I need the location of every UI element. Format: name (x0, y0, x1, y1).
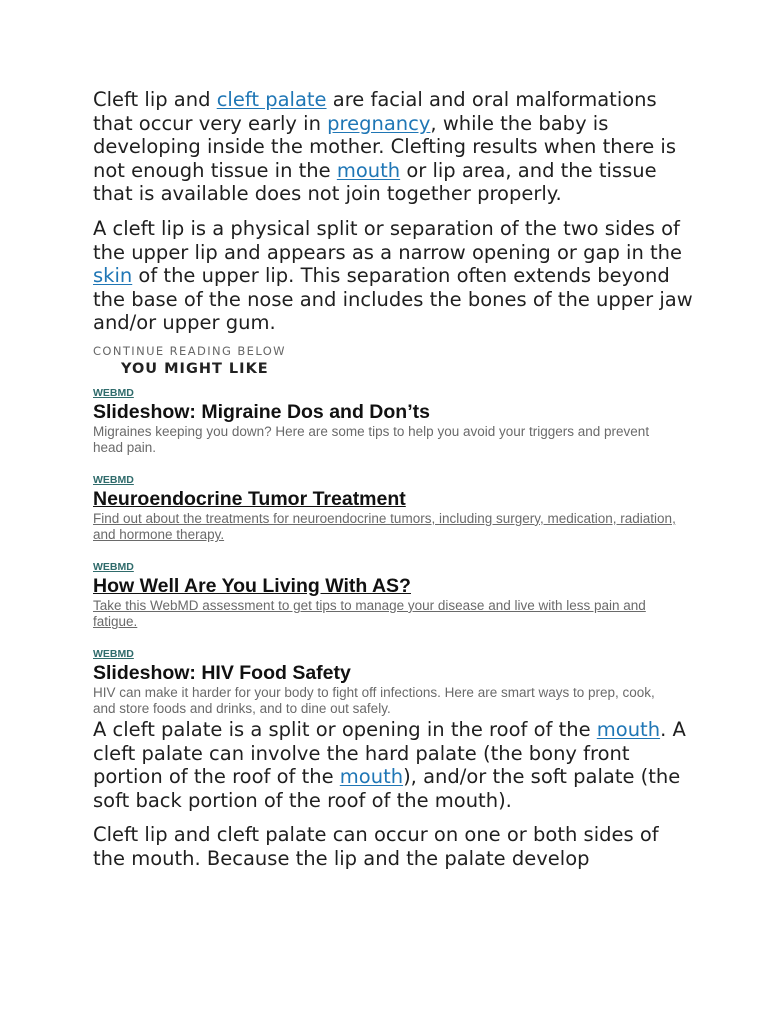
promo-source: WEBMD (93, 386, 134, 399)
promo-description: Migraines keeping you down? Here are some tips to help you avoid your triggers and prevent head pain. (93, 423, 650, 456)
promo-item[interactable] (93, 561, 693, 631)
article-body (93, 88, 693, 871)
mouth-link[interactable]: mouth (336, 158, 401, 182)
promo-title[interactable]: Neuroendocrine Tumor Treatment (93, 487, 406, 510)
promo-description[interactable]: Find out about the treatments for neuroendocrine tumors, including surgery, medication, radiation, and hormone therapy. (93, 510, 676, 543)
you-might-like-heading: YOU MIGHT LIKE (121, 360, 269, 377)
paragraph-cleft-lip (93, 217, 693, 335)
text-run: Cleft lip and (93, 88, 217, 111)
promo-title[interactable]: How Well Are You Living With AS? (93, 574, 411, 597)
cleft-palate-link[interactable]: cleft palate (216, 88, 327, 111)
mouth-link[interactable]: mouth (339, 765, 404, 789)
promo-item[interactable] (93, 474, 693, 544)
text-run: . A cleft palate can involve the hard palate (the bony front portion of the roof of the (93, 717, 686, 789)
text-run: are facial and oral malformations that occur very early in (93, 88, 657, 135)
paragraph-cleft-intro (93, 88, 693, 206)
paragraph-cleft-sides (93, 823, 693, 870)
text-run: Cleft lip and cleft palate can occur on one or both sides of the mouth. Because the lip and the palate develop (93, 823, 659, 870)
text-run: ), and/or the soft palate (the soft back portion of the roof of the mouth). (93, 765, 681, 812)
mouth-link[interactable]: mouth (596, 717, 661, 741)
pregnancy-link[interactable]: pregnancy (327, 111, 431, 135)
skin-link[interactable]: skin (93, 264, 133, 288)
promo-source: WEBMD (93, 560, 134, 573)
promo-description: HIV can make it harder for your body to fight off infections. Here are smart ways to prep, cook, and store foods and drinks, and to dine out safely. (93, 684, 655, 717)
promo-description[interactable]: Take this WebMD assessment to get tips to manage your disease and live with less pain and fatigue. (93, 597, 646, 630)
continue-reading-label: CONTINUE READING BELOW (93, 343, 286, 358)
text-run: , while the baby is developing inside the mother. Clefting results when there is not enough tissue in the (93, 111, 676, 182)
text-run: or lip area, and the tissue that is available does not join together properly. (93, 158, 657, 206)
text-run: A cleft lip is a physical split or separation of the two sides of the upper lip and appears as a narrow opening or gap in the (93, 216, 682, 264)
text-run: A cleft palate is a split or opening in the roof of the (93, 717, 597, 741)
promo-source: WEBMD (93, 647, 134, 660)
promo-title[interactable]: Slideshow: Migraine Dos and Don’ts (93, 400, 430, 423)
text-run: of the upper lip. This separation often extends beyond the base of the nose and includes the bones of the upper jaw and/or upper gum. (93, 264, 693, 335)
promo-title[interactable]: Slideshow: HIV Food Safety (93, 661, 351, 684)
promo-item[interactable] (93, 387, 693, 457)
paragraph-cleft-palate (93, 718, 693, 812)
promo-source: WEBMD (93, 473, 134, 486)
promo-item[interactable] (93, 648, 693, 718)
